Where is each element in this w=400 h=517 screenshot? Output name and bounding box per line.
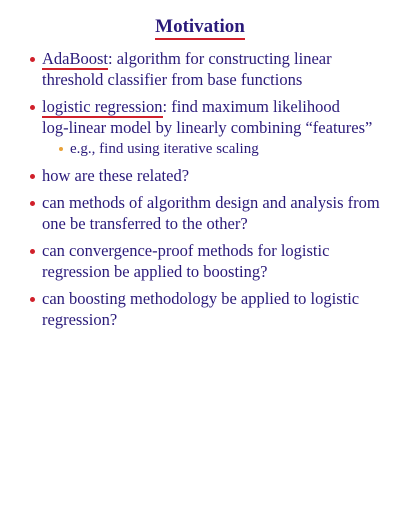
bullet-dot xyxy=(30,201,35,206)
bullet-dot xyxy=(30,249,35,254)
bullet-text: : find maximum likelihood xyxy=(162,97,340,116)
bullet-line: how are these related? xyxy=(42,166,190,185)
bullet-line: can convergence-proof methods for logistic xyxy=(42,241,330,260)
bullet-dot xyxy=(30,297,35,302)
bullet-line: log-linear model by linearly combining “features” xyxy=(42,118,373,137)
sub-bullet-dot xyxy=(59,147,63,151)
bullet-line: can boosting methodology be applied to logistic xyxy=(42,289,360,308)
term-logistic-regression: logistic regression xyxy=(42,97,163,116)
bullet-line: threshold classifier from base functions xyxy=(42,70,303,89)
bullet-dot xyxy=(30,174,35,179)
bullet-list xyxy=(30,48,395,336)
bullet-item-convergence-proof xyxy=(30,240,395,282)
term-adaboost: AdaBoost xyxy=(42,49,108,68)
bullet-line: one be transferred to the other? xyxy=(42,214,248,233)
sub-bullet-text: e.g., find using iterative scaling xyxy=(70,141,259,157)
bullet-dot xyxy=(30,57,35,62)
bullet-item-adaboost xyxy=(30,48,395,90)
bullet-item-related xyxy=(30,165,395,186)
bullet-item-logistic-regression xyxy=(30,96,395,159)
slide-title xyxy=(0,17,400,37)
bullet-line xyxy=(42,96,395,117)
slide-title-text: Motivation xyxy=(155,16,245,40)
bullet-line: regression? xyxy=(42,310,118,329)
bullet-line: regression be applied to boosting? xyxy=(42,262,268,281)
bullet-item-algorithm-design xyxy=(30,192,395,234)
bullet-line: can methods of algorithm design and analysis from xyxy=(42,193,380,212)
sub-bullet-item xyxy=(42,140,395,159)
bullet-dot xyxy=(30,105,35,110)
bullet-line xyxy=(42,48,395,69)
bullet-text: : algorithm for constructing linear xyxy=(108,49,332,68)
bullet-item-boosting-methodology xyxy=(30,288,395,330)
